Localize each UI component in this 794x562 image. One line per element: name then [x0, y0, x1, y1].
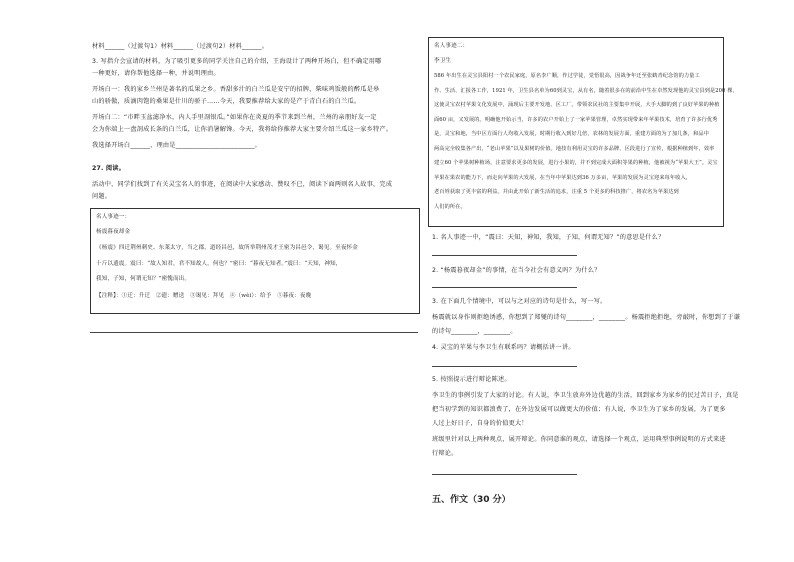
story-two-line: 面60 亩，又发展的。明确他开始示当，许多的农户开始上了一家苹果管理，卓然实现带来年苹果技术，培育了许多行优秀 — [434, 116, 718, 123]
question-3-text: 杨震就以身作则拒绝诱惑，你想到了郑燮的诗句________，________。杨震拒绝拒绝，旁敲时，你想到了于谦 — [432, 314, 741, 321]
question-5-text-5: 行辩论。 — [432, 450, 458, 457]
story-one-subtitle: 杨震暮夜却金 — [96, 229, 131, 235]
answer-line-4[interactable] — [432, 366, 577, 367]
opening2-text: 开场白二：“市畔玉盆滤净水，内人手里剖银瓜。”如果你在炎夏的季节来到兰州，兰州的亲朋好友一定 — [92, 114, 377, 121]
story-one-notes: 【注释】：①迁：升迁 ②遗：赠送 ③谒见：拜见 ④（wèi）：给予 ⑤暮夜：夜晚 — [96, 293, 312, 299]
question-3-text-cont: 的诗句________，________。 — [432, 328, 517, 335]
question-4: 4. 灵宝的苹果与李卫生有联系吗？请概括讲一讲。 — [432, 344, 575, 351]
answer-line-1[interactable] — [432, 255, 577, 256]
q3-prompt-cont: 一种更好，请你帮他选择一种，并说明理由。 — [92, 70, 220, 77]
story-two-line: 老百姓获取了更丰富的利益。并由此开始了新生活的追求，注重 5 个更多的科技推广，将农名为苹果达到 — [434, 189, 679, 195]
q3-prompt: 3. 写指介会宣请的材料，为了吸引更多的同学关注自己的介绍，王海设计了两种开场白，但不确定用哪 — [92, 58, 382, 65]
question-5-text-4: 班级里针对以上两种观点，展开辩论。你同意谁的观点，请选择一个观点，运用典型事例说明的方式来进 — [432, 436, 726, 443]
story-two-line: 作、生活、汇报各工作，1921 年，卫生县名单为60到灵宝，从有名，随着很多在的前沿中生在卓然发现他的灵宝县到是200 棵， — [434, 87, 738, 94]
answer-line-2[interactable] — [432, 287, 577, 288]
question-5-text-3: 人过上好日子，自身的价值更大！ — [432, 420, 528, 427]
opening2-text-cont: 会为你端上一盘剖成长条的白兰瓜，让你消暑解馋。今天，我将给你推荐大家主要介绍兰瓜这一家乡特产。 — [92, 126, 393, 133]
story-two-line: 是，灵宝和地，当中区方面行人均收入发展，时期行收入到好几倍，农林的发展方面，重建方面的为了加几条，和品中 — [434, 131, 709, 137]
question-2: 2. “杨震暮夜却金”的事情，在当今社会有意义吗？为什么？ — [432, 267, 601, 274]
story-two-line: 苹果在果农的能力下，而走向苹果的大发展，在当年中苹果达到36 万多亩，苹果的发展为灵宝迎来每年收入， — [434, 174, 692, 181]
story-two-line: 这使灵宝农村苹果文化发展中，涌现后主要开发地、区工厂。带领农民社的主要集中开展，大手大脚的到了良好苹果的种植 — [434, 102, 720, 108]
story-two-line: 两高完全收集各产出，“老山苹果”以及果树的价值。地技有利用灵宝的许多品牌，区段进行了宣传，根据种植到年，效率 — [434, 145, 715, 152]
question-1: 1. 名人事迹一中，“震曰：天知，神知，我知，子知，何谓无知？”的意思是什么？ — [432, 234, 665, 241]
question-27-heading: 27. 阅读。 — [92, 165, 126, 172]
opening1-text-cont: 山的骄傲，质滴肉饱的桑果是什川的骄子……今天，我要推荐给大家的是产于青白石的白兰瓜。 — [92, 98, 361, 105]
materials-line: 材料______（过渡句1）材料______（过渡句2）材料______。 — [92, 43, 269, 50]
story-two-subtitle: 李卫生 — [434, 58, 452, 64]
section-five-heading: 五、作文（30 分） — [432, 495, 511, 505]
story-two-line: 建立60 个苹果树种植场，注意要求更多的发展，进行小果的，并不到完成大面积等果的种植，他被视为“苹果大王”。灵宝 — [434, 160, 718, 166]
opening1-text: 开场白一：我的家乡兰州是著名的瓜果之乡。香甜多汁的白兰瓜是安宁的招牌，柴味鸡饭般的醉瓜是皋 — [92, 86, 380, 93]
answer-line-5[interactable] — [432, 474, 577, 475]
question-5: 5. 按照提示进行辩论陈述。 — [432, 376, 511, 383]
question-5-text: 李卫生的事例引发了大家的讨论。有人说，李卫生放弃外边优越的生活，回到家乡为家乡的民过苦日子，真是 — [432, 392, 739, 399]
activity-text: 活动中，同学们找到了有关灵宝名人的事迹，在阅读中大家感动、赞叹不已，阅读下面两则名人故事，完成 — [92, 181, 393, 188]
choice-line: 我选择开场白______，理由是________________________。 — [92, 142, 262, 149]
story-one-text-cont: 十斤以遗震。震曰：“故人知君，君不知故人，何也？”密曰：“暮夜无知者。”震曰：“天知，神知， — [96, 261, 342, 267]
story-two-line: 586 年出生在灵宝县阳村一个农民家庭，原名李广顺，作过学徒，觉悟很高，因战争年迁至张鹤青纪念馆的力量工 — [434, 73, 700, 79]
story-one-title: 名人事迹一： — [96, 214, 131, 220]
answer-rule — [90, 332, 418, 333]
story-one-text-end: 我知，子知，何谓无知？”密愧而出。 — [96, 276, 191, 282]
activity-text-cont: 问题。 — [92, 193, 112, 200]
story-two-title: 名人事迹二： — [434, 43, 469, 49]
question-3: 3. 在下面几个情境中，可以与之对应的诗句是什么，写一写。 — [432, 298, 607, 305]
question-5-text-2: 把当初学到的知识都浪费了，在外边发展可以做更大的价值；有人说，李卫生为了家乡的发展，为了更多 — [432, 406, 726, 413]
story-one-text: 《杨震》四迁荆州刺史、东莱太守，当之郡，道经昌邑，故所举荆州茂才王密为昌邑令，谒见。至夜怀金 — [96, 245, 358, 251]
story-two-line: 人们的所在。 — [434, 203, 466, 210]
